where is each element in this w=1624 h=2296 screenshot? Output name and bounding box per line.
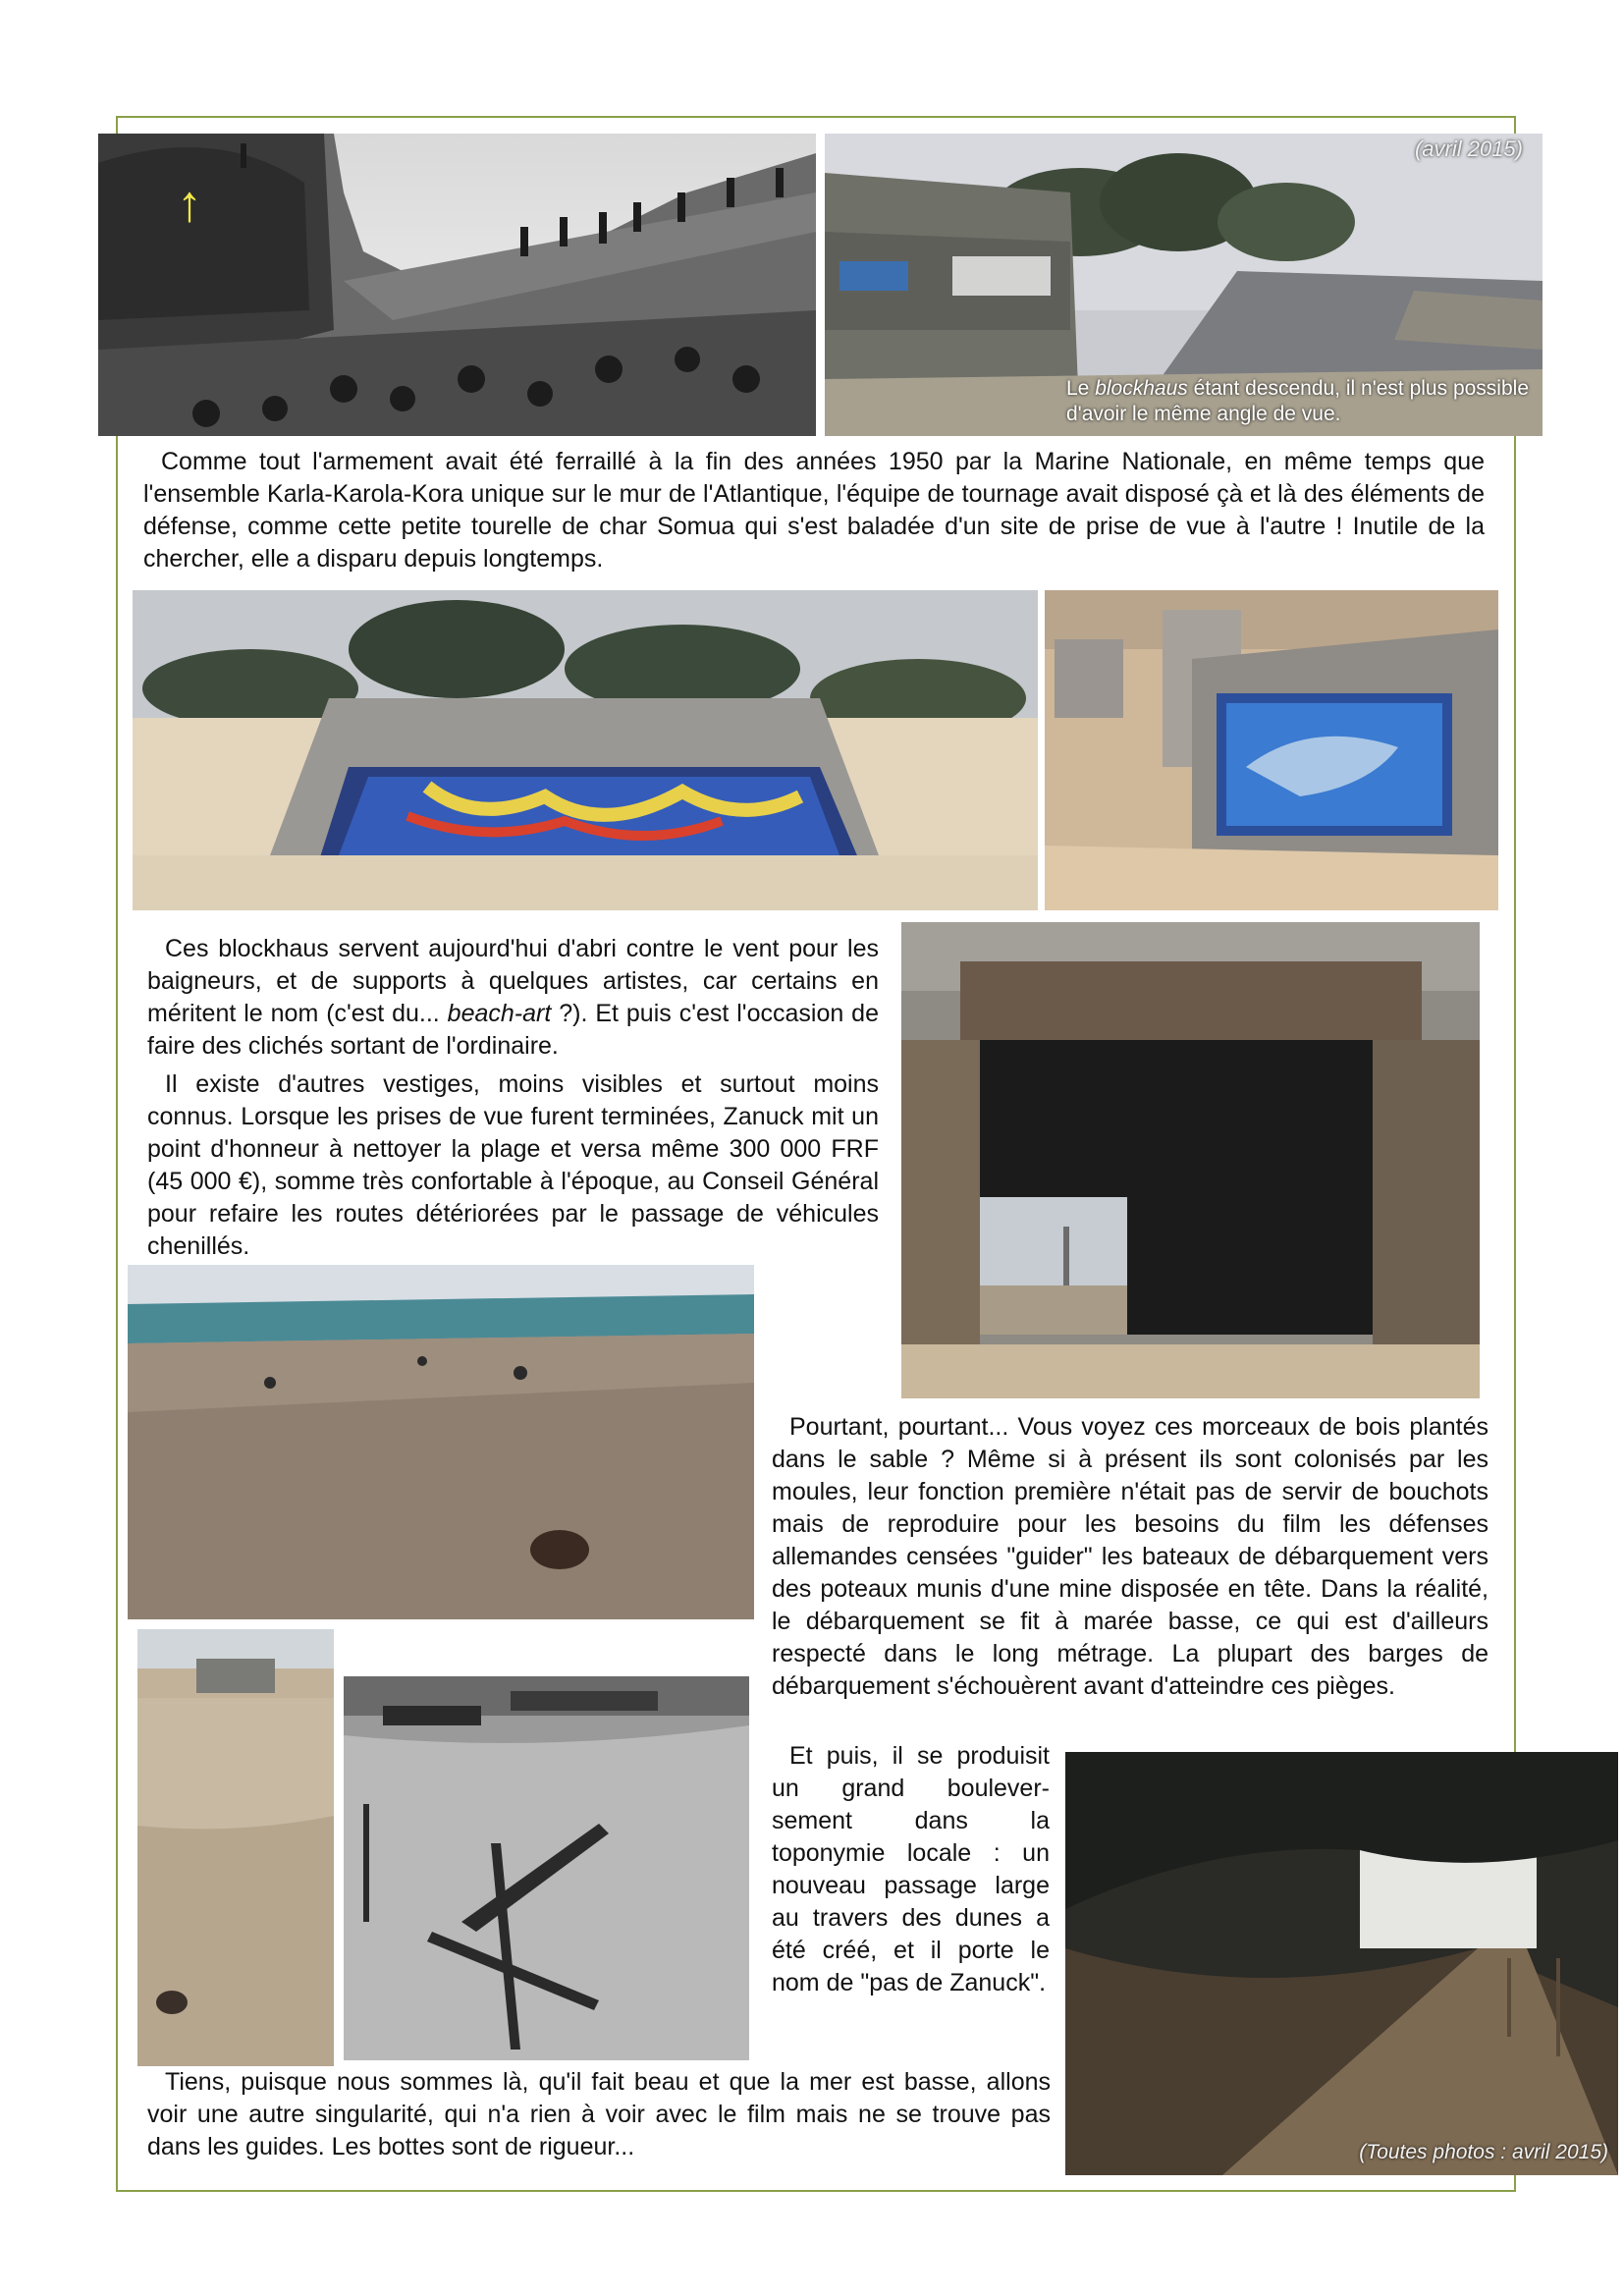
- long-bunker-photo: [133, 590, 1038, 910]
- caption-text: étant descendu, il n'est plus possible d'avoir le même angle de vue.: [1066, 377, 1529, 425]
- up-arrow-icon: ↑: [177, 176, 202, 233]
- paragraph-next-curiosity: Tiens, puisque nous sommes là, qu'il fait beau et que la mer est basse, allons voir une autre singularité, qui n'a rien à voir avec le film mais ne se trouve pas dans les guides. Les bottes sont de rigueur...: [147, 2068, 1051, 2160]
- bunker-opening-photo: [901, 922, 1480, 1398]
- paragraph-italic: beach-art: [447, 1000, 552, 1027]
- blockhaus-caption: [1066, 376, 1538, 427]
- paragraph-vestiges: Il existe d'autres vestiges, moins visibles et surtout moins connus. Lorsque les prises de vue furent terminées, Zanuck mit un point d'honneur à nettoyer la plage et versa même 300 000 FRF (45 000 €), somme très confortable à l'époque, au Conseil Général pour refaire les routes détériorées par le passage de véhicules chenillés.: [147, 1070, 879, 1260]
- beach-stakes-photo: [128, 1265, 754, 1619]
- paragraph-wooden-stakes: Pourtant, pourtant... Vous voyez ces morceaux de bois plantés dans le sable ? Même si à présent ils sont colonisés par les moules, leur fonction première n'était pas de servir de bouchots mais de reproduire pour les besoins du film les défenses allemandes censées "guider" les bateaux de débarquement vers des poteaux munis d'une mine disposée en tête. Dans la réalité, le débarquement se fit à marée basse, ce qui est d'ailleurs respecté dans le long métrage. La plupart des barges de débarquement s'échouèrent avant d'atteindre ces pièges.: [772, 1413, 1489, 1700]
- paragraph-blockhaus-artists: [147, 933, 879, 1063]
- paragraph-pas-de-zanuck: Et puis, il se produisit un grand boulever-sement dans la toponymie locale : un nouveau passage large au travers des dunes a été créé, et il porte le nom de "pas de Zanuck".: [772, 1742, 1050, 1996]
- caption-text: Le: [1066, 377, 1096, 400]
- photo-credit-caption: (Toutes photos : avril 2015): [1359, 2141, 1608, 2163]
- paragraph-armament: Comme tout l'armement avait été ferraillé à la fin des années 1950 par la Marine Nationale, en même temps que l'ensemble Karla-Karola-Kora unique sur le mur de l'Atlantique, l'équipe de tournage avait disposé çà et là des éléments de défense, comme cette petite tourelle de char Somua qui s'est baladée d'un site de prise de vue à l'autre ! Inutile de la chercher, elle a disparu depuis longtemps.: [143, 448, 1485, 573]
- shark-mural-photo: [1045, 590, 1498, 910]
- paragraph-text: ?). Et puis c'est l'occasion de faire des clichés sortant de l'ordinaire.: [147, 1000, 879, 1060]
- beach-debris-photo: [135, 1626, 337, 2069]
- date-caption: (avril 2015): [1414, 137, 1523, 161]
- beach-obstacles-film-photo: [344, 1676, 749, 2060]
- dune-path-photo: [1065, 1752, 1618, 2175]
- paragraph-text: Ces blockhaus servent aujourd'hui d'abri contre le vent pour les baigneurs, et de supports à quelques artistes, car certains en méritent le nom (c'est du...: [147, 935, 879, 1027]
- film-still-photo: [98, 134, 816, 436]
- caption-italic-word: blockhaus: [1095, 377, 1188, 400]
